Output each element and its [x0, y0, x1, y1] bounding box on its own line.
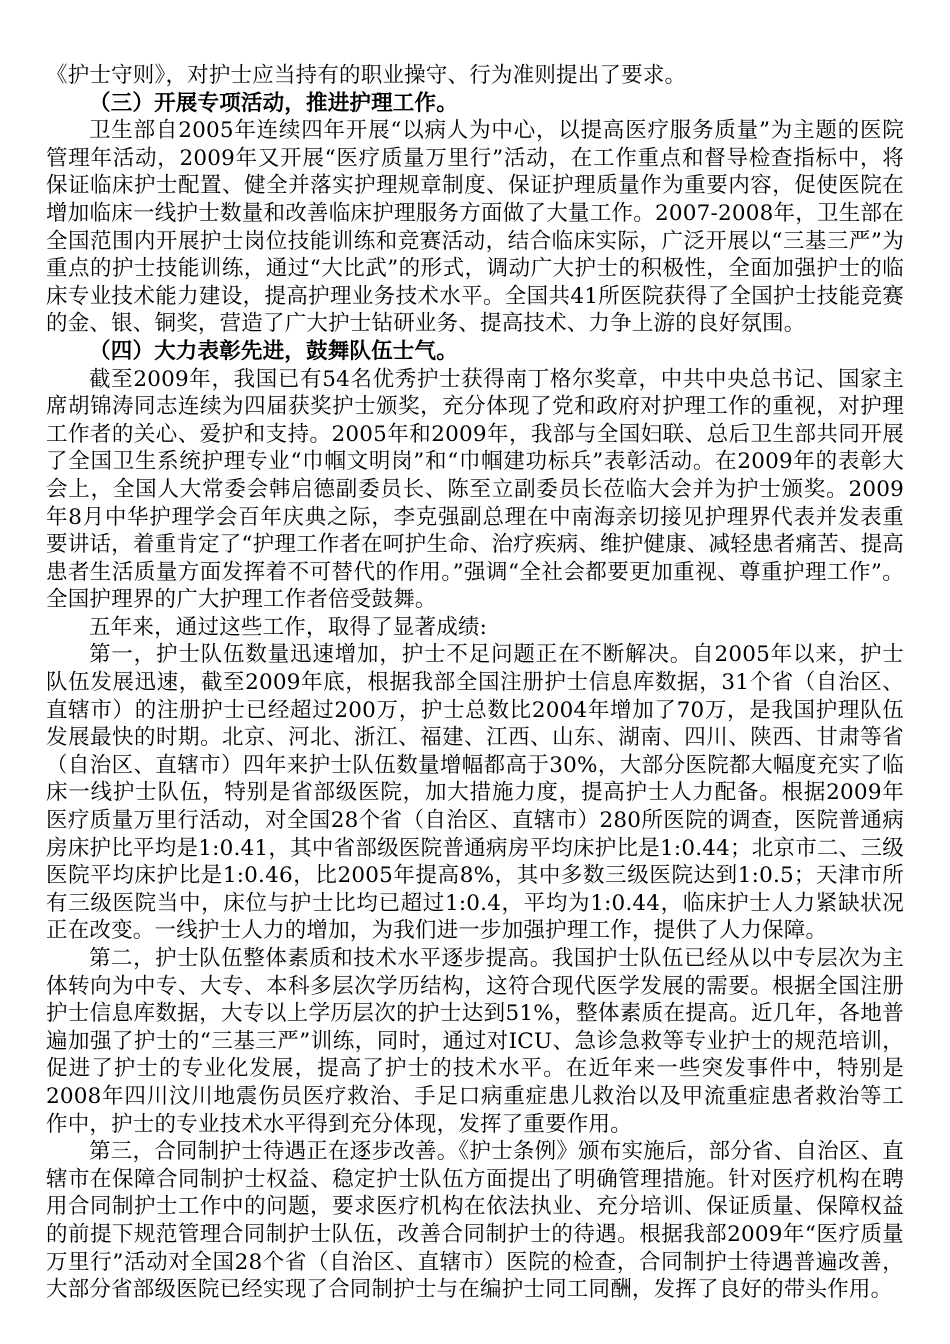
paragraph-achievements-intro: 五年来，通过这些工作，取得了显著成绩: [89, 614, 488, 640]
document-page [46, 62, 904, 1304]
paragraph-achievement-third: 第三，合同制护士待遇正在逐步改善。《护士条例》颁布实施后，部分省、自治区、直辖市在保障合同制护士权益、稳定护士队伍方面提出了明确管理措施。针对医疗机构在聘用合同制护士工作中的问题，要求医疗机构在依法执业、充分培训、保证质量、保障权益的前提下规范管理合同制护士队伍，改善合同制护士的待遇。根据我部2009年“医疗质量万里行”活动对全国28个省（自治区、直辖市）医院的检查，合同制护士待遇普遍改善，大部分省部级医院已经实现了合同制护士与在编护士同工同酬，发挥了良好的带头作用。 [46, 1139, 904, 1303]
paragraph-special-activities: 卫生部自2005年连续四年开展“以病人为中心，以提高医疗服务质量”为主题的医院管理年活动，2009年又开展“医疗质量万里行”活动，在工作重点和督导检查指标中，将保证临床护士配置、健全并落实护理规章制度、保证护理质量作为重要内容，促使医院在增加临床一线护士数量和改善临床护理服务方面做了大量工作。2007-2008年，卫生部在全国范围内开展护士岗位技能训练和竞赛活动，结合临床实际，广泛开展以“三基三严”为重点的护士技能训练，通过“大比武”的形式，调动广大护士的积极性，全面加强护士的临床专业技术能力建设，提高护理业务技术水平。全国共41所医院获得了全国护士技能竞赛的金、银、铜奖，营造了广大护士钻研业务、提高技术、力争上游的良好氛围。 [46, 118, 904, 337]
paragraph-achievement-second: 第二，护士队伍整体素质和技术水平逐步提高。我国护士队伍已经从以中专层次为主体转向为中专、大专、本科多层次学历结构，这符合现代医学发展的需要。根据全国注册护士信息库数据，大专以上学历层次的护士达到51%，整体素质在提高。近几年，各地普遍加强了护士的“三基三严”训练，同时，通过对ICU、急诊急救等专业护士的规范培训，促进了护士的专业化发展，提高了护士的技术水平。在近年来一些突发事件中，特别是2008年四川汶川地震伤员医疗救治、手足口病重症患儿救治以及甲流重症患者救治等工作中，护士的专业技术水平得到充分体现，发挥了重要作用。 [46, 946, 904, 1137]
paragraph-commendation: 截至2009年，我国已有54名优秀护士获得南丁格尔奖章，中共中央总书记、国家主席胡锦涛同志连续为四届获奖护士颁奖，充分体现了党和政府对护理工作的重视，对护理工作者的关心、爱护和支持。2005年和2009年，我部与全国妇联、总后卫生部共同开展了全国卫生系统护理专业“巾帼文明岗”和“巾帼建功标兵”表彰活动。在2009年的表彰大会上，全国人大常委会韩启德副委员长、陈至立副委员长莅临大会并为护士颁奖。2009年8月中华护理学会百年庆典之际，李克强副总理在中南海亲切接见护理界代表并发表重要讲话，着重肯定了“护理工作者在呵护生命、治疗疾病、维护健康、减轻患者痛苦、提高患者生活质量方面发挥着不可替代的作用。”强调“全社会都要更加重视、尊重护理工作”。全国护理界的广大护理工作者倍受鼓舞。 [46, 366, 904, 613]
paragraph-achievement-first: 第一，护士队伍数量迅速增加，护士不足问题正在不断解决。自2005年以来，护士队伍发展迅速，截至2009年底，根据我部全国注册护士信息库数据，31个省（自治区、直辖市）的注册护士已经超过200万，护士总数比2004年增加了70万，是我国护理队伍发展最快的时期。北京、河北、浙江、福建、江西、山东、湖南、四川、陕西、甘肃等省（自治区、直辖市）四年来护士队伍数量增幅都高于30%，大部分医院都大幅度充实了临床一线护士队伍，特别是省部级医院，加大措施力度，提高护士人力配备。根据2009年医疗质量万里行活动，对全国28个省（自治区、直辖市）280所医院的调查，医院普通病房床护比平均是1:0.41，其中省部级医院普通病房平均床护比是1:0.44；北京市二、三级医院平均床护比是1:0.46，比2005年提高8%，其中多数三级医院达到1:0.5；天津市所有三级医院当中，床位与护士比均已超过1:0.4，平均为1:0.44，临床护士人力紧缺状况正在改变。一线护士人力的增加，为我们进一步加强护理工作，提供了人力保障。 [46, 642, 904, 944]
section-heading-4: （四）大力表彰先进，鼓舞队伍士气。 [89, 338, 458, 364]
section-heading-3: （三）开展专项活动，推进护理工作。 [89, 90, 458, 116]
paragraph-continuation: 《护士守则》，对护士应当持有的职业操守、行为准则提出了要求。 [46, 63, 687, 88]
